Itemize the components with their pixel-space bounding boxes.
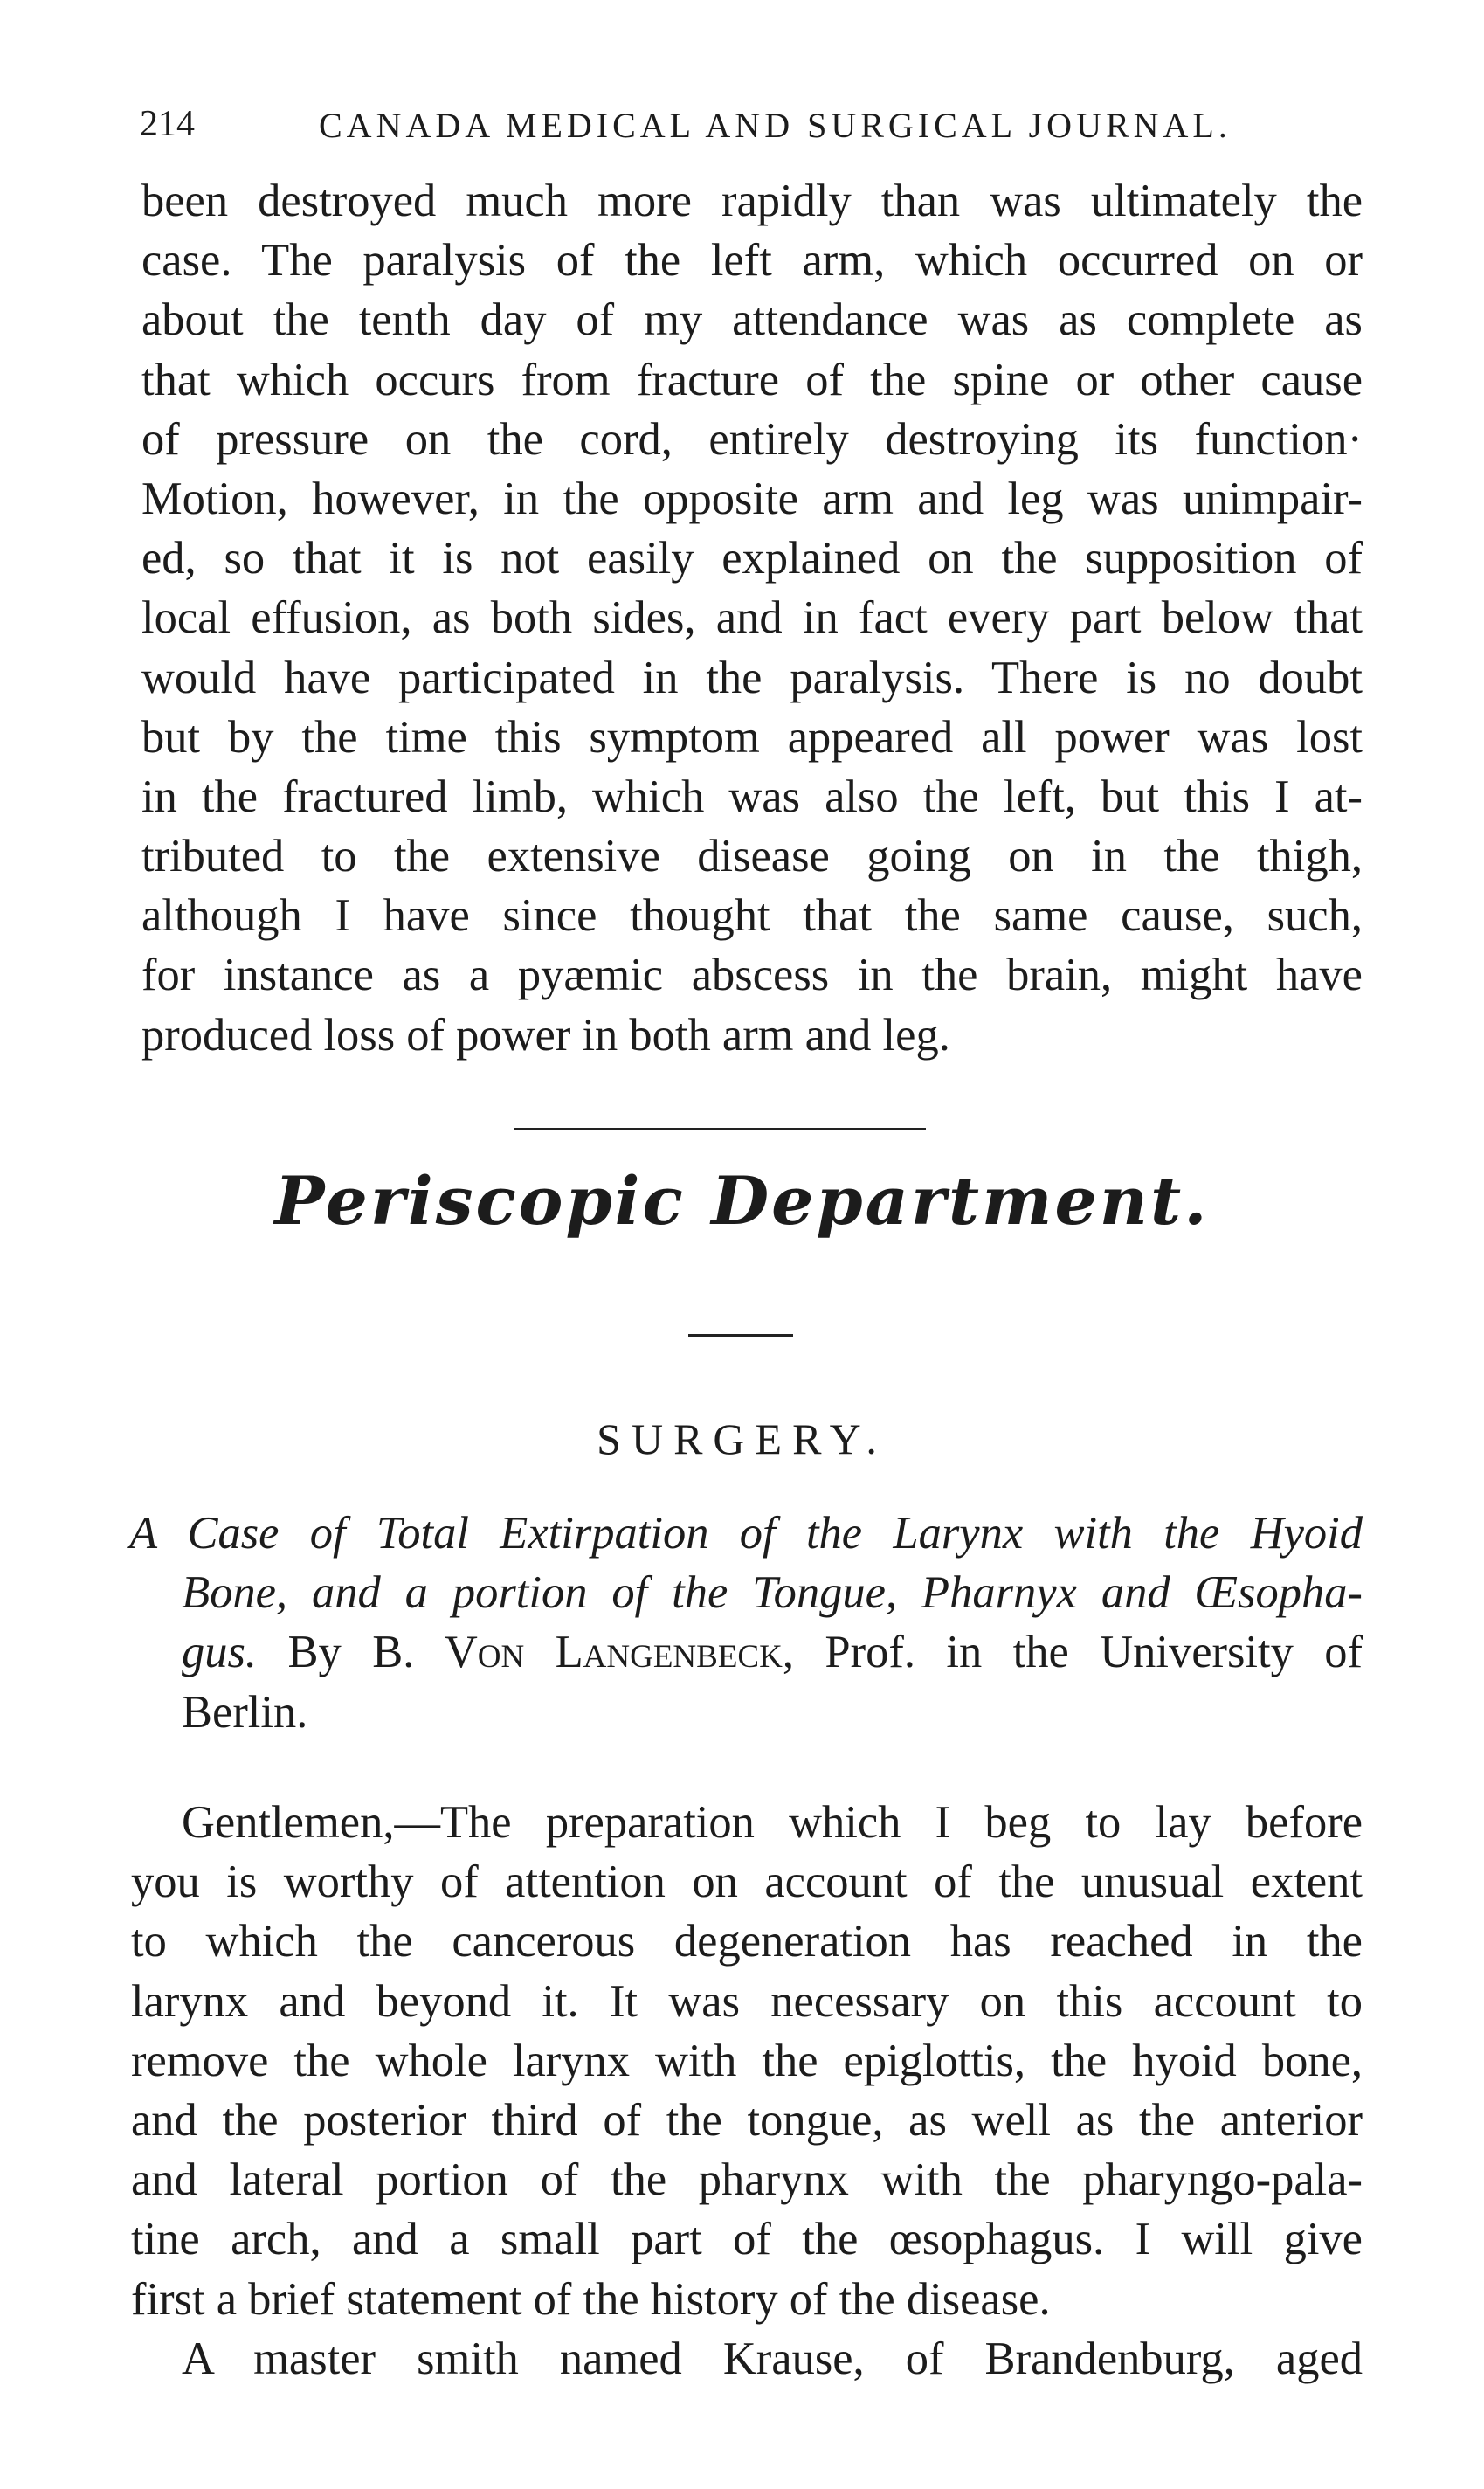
text-line: would have participated in the paralysis. There is no doubt <box>141 652 1363 703</box>
text-line: Motion, however, in the opposite arm and leg was unimpair- <box>141 473 1363 524</box>
author-affiliation: , Prof. in the University of <box>782 1627 1363 1678</box>
text-line: Gentlemen,—The preparation which I beg to lay before <box>182 1797 1363 1848</box>
text-line: you is worthy of attention on account of the unusual extent <box>131 1856 1363 1908</box>
text-line: ed, so that it is not easily explained on the supposition of <box>141 533 1363 584</box>
text-line: that which occurs from fracture of the spine or other cause <box>141 354 1363 405</box>
text-line: of pressure on the cord, entirely destroying its function· <box>141 413 1363 465</box>
author-name: on Langenbeck <box>477 1627 783 1678</box>
text-line: A master smith named Krause, of Brandenburg, aged <box>182 2333 1363 2384</box>
text-line: tine arch, and a small part of the œsophagus. I will give <box>131 2214 1363 2265</box>
text-line: been destroyed much more rapidly than was ultimately the <box>141 176 1363 226</box>
article-title <box>129 1504 1363 1742</box>
text-line: first a brief statement of the history of the disease. <box>131 2273 1051 2325</box>
text-line: although I have since thought that the same cause, such, <box>141 890 1363 942</box>
journal-title: CANADA MEDICAL AND SURGICAL JOURNAL. <box>319 106 1232 145</box>
text-line: remove the whole larynx with the epiglottis, the hyoid bone, <box>131 2035 1363 2086</box>
text-line: and lateral portion of the pharynx with the pharyngo-pala- <box>131 2154 1363 2206</box>
running-head <box>140 98 1363 150</box>
text-line: for instance as a pyæmic abscess in the brain, might have <box>141 950 1363 1001</box>
title-line-author <box>129 1622 1363 1682</box>
section-divider <box>514 1128 926 1130</box>
text-line: local effusion, as both sides, and in fact every part below that <box>141 592 1363 644</box>
intro-paragraph <box>141 171 1363 1065</box>
title-fragment: gus. <box>182 1627 258 1678</box>
short-divider <box>688 1334 793 1337</box>
text-line: produced loss of power in both arm and leg. <box>141 1009 950 1061</box>
text-line: tributed to the extensive disease going on in the thigh, <box>141 831 1363 882</box>
text-line: and the posterior third of the tongue, as well as the anterior <box>131 2094 1363 2146</box>
text-line: case. The paralysis of the left arm, which occurred on or <box>141 235 1363 287</box>
body-paragraph <box>131 1793 1363 2389</box>
text-line: larynx and beyond it. It was necessary on this account to <box>131 1975 1363 2027</box>
text-line: but by the time this symptom appeared all power was lost <box>141 711 1363 763</box>
section-heading: SURGERY. <box>597 1414 887 1463</box>
title-line: Bone, and a portion of the Tongue, Pharnyx and Œsopha- <box>182 1567 1363 1619</box>
text-line: about the tenth day of my attendance was as complete as <box>141 294 1363 346</box>
page-number: 214 <box>140 104 195 144</box>
department-heading: Periscopic Department. <box>274 1162 1210 1240</box>
text-line: to which the cancerous degeneration has reached in the <box>131 1916 1363 1967</box>
author-prefix: By B. V <box>257 1627 478 1678</box>
text-line: in the fractured limb, which was also the left, but this I at- <box>141 771 1363 822</box>
title-line: Berlin. <box>182 1686 308 1738</box>
title-line: A Case of Total Extirpation of the Larynx with the Hyoid <box>129 1508 1363 1559</box>
